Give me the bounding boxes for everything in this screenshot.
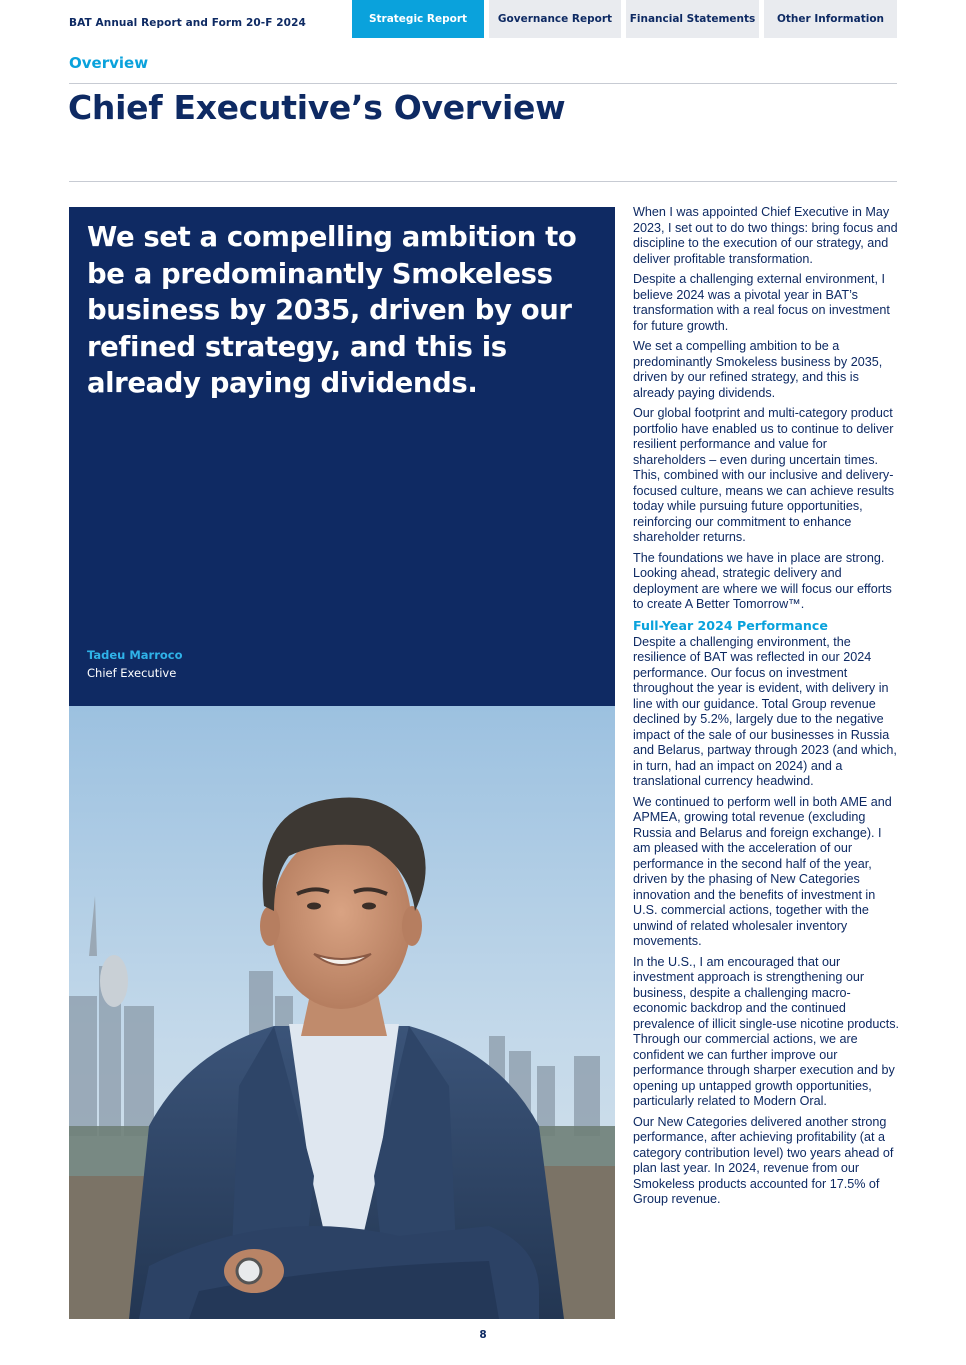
body-paragraph: The foundations we have in place are strong. Looking ahead, strategic delivery and deployment are where we will focus our efforts to create A Better Tomorrow™.	[633, 550, 892, 611]
tab-other-information[interactable]: Other Information	[764, 0, 897, 38]
body-paragraph: Our New Categories delivered another strong performance, after achieving profitability (at a category contribution level) two years ahead of plan last year. In 2024, revenue from our Smokeless products accounted for 17.5% of Group revenue.	[633, 1114, 894, 1206]
report-title: BAT Annual Report and Form 20-F 2024	[69, 17, 306, 29]
section-label: Overview	[69, 54, 149, 72]
body-text-column	[633, 205, 899, 1213]
quote-panel	[69, 207, 615, 706]
divider	[69, 83, 897, 84]
tab-strategic-report[interactable]: Strategic Report	[352, 0, 484, 38]
body-paragraph: We continued to perform well in both AME and APMEA, growing total revenue (excluding Russia and Belarus and foreign exchange). I am pleased with the acceleration of our performance in the second half of the year, driven by the phasing of New Categories innovation and the benefits of investment in U.S. commercial actions, together with the unwind of related wholesaler inventory movements.	[633, 794, 892, 948]
person-role: Chief Executive	[87, 666, 177, 680]
person-name: Tadeu Marroco	[87, 648, 183, 662]
tab-financial-statements[interactable]: Financial Statements	[626, 0, 759, 38]
page-title: Chief Executive’s Overview	[68, 88, 566, 127]
tab-governance-report[interactable]: Governance Report	[489, 0, 621, 38]
body-paragraph: Our global footprint and multi-category product portfolio have enabled us to continue to deliver resilient performance and value for shareholders – even during uncertain times. This, combined with our inclusive and delivery-focused culture, means we can achieve results today while pursuing future opportunities, reinforcing our commitment to enhance shareholder returns.	[633, 406, 895, 544]
body-paragraph: We set a compelling ambition to be a predominantly Smokeless business by 2035, driven by our refined strategy, and this is already paying dividends.	[633, 339, 883, 400]
page-number: 8	[479, 1329, 487, 1341]
portrait-photo	[69, 706, 615, 1319]
divider	[69, 181, 897, 182]
body-paragraph: In the U.S., I am encouraged that our investment approach is strengthening our business, despite a challenging macro-economic backdrop and the continued prevalence of illicit single-use nicotine products. Through our commercial actions, we are confident we can further improve our performance through sharper execution and by opening up untapped growth opportunities, particularly related to Modern Oral.	[633, 954, 900, 1108]
subheading: Full-Year 2024 Performance	[633, 617, 828, 633]
body-paragraph: Despite a challenging external environment, I believe 2024 was a pivotal year in BAT’s transformation with a real focus on investment for future growth.	[633, 272, 890, 333]
body-paragraph: When I was appointed Chief Executive in May 2023, I set out to do two things: bring focus and discipline to the execution of our strategy, and deliver profitable transformation.	[633, 205, 898, 266]
pull-quote: We set a compelling ambition to be a predominantly Smokeless business by 2035, driven by our refined strategy, and this is already paying dividends.	[87, 221, 577, 399]
body-paragraph: Despite a challenging environment, the resilience of BAT was reflected in our 2024 performance. Our focus on investment throughout the year is evident, with delivery in line with our guidance. Total Group revenue declined by 5.2%, largely due to the negative impact of the sale of our businesses in Russia and Belarus, partway through 2023 (and which, in turn, had an impact on 2024) and a translational currency headwind.	[633, 634, 897, 788]
top-navigation-bar	[0, 0, 966, 38]
